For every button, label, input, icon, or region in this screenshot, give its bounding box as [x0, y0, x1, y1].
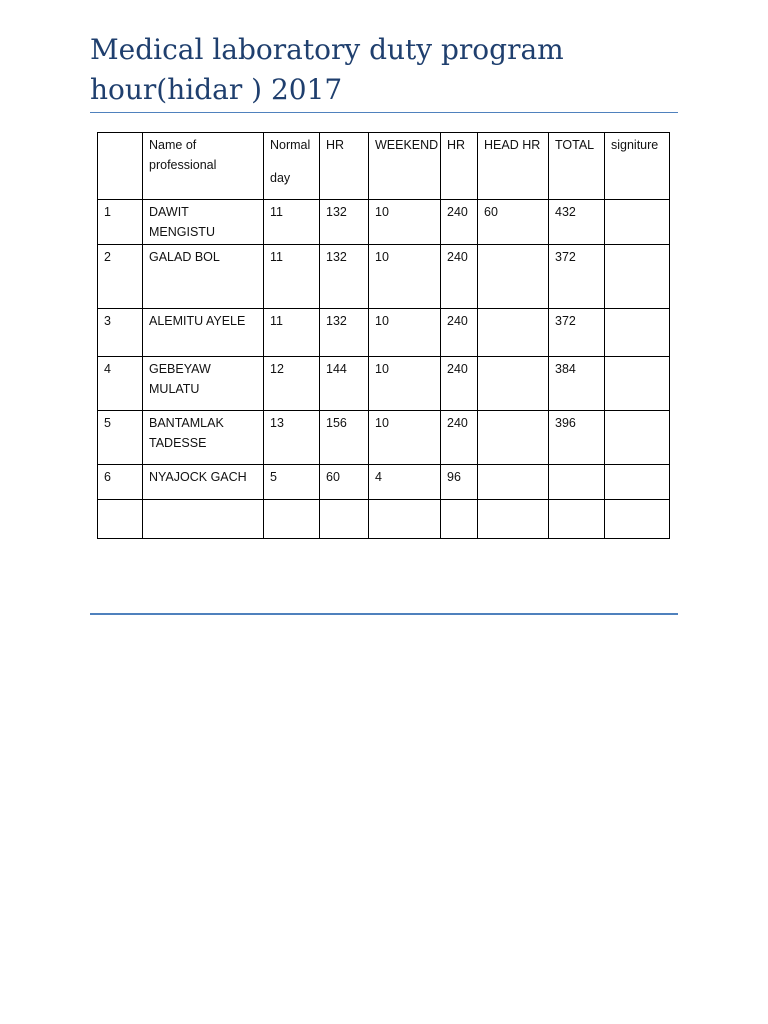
row-weekend-hr: [441, 500, 478, 539]
row-head-hr: [478, 465, 549, 500]
row-number: 5: [98, 411, 143, 465]
row-signature: [605, 411, 670, 465]
row-weekend: 10: [369, 200, 441, 245]
row-weekend: 10: [369, 245, 441, 309]
row-signature: [605, 465, 670, 500]
table-row: [98, 357, 670, 411]
row-name: [143, 357, 264, 411]
row-normal-day: 5: [264, 465, 320, 500]
table-header-row: [98, 133, 670, 200]
row-head-hr: 60: [478, 200, 549, 245]
row-normal-day: 11: [264, 245, 320, 309]
header-head-hr: HEAD HR: [478, 133, 549, 200]
row-weekend: 10: [369, 411, 441, 465]
row-number: 6: [98, 465, 143, 500]
row-name-line-1: GEBEYAW: [149, 362, 211, 376]
row-weekend-hr: 240: [441, 245, 478, 309]
row-name: [143, 245, 264, 309]
row-signature: [605, 245, 670, 309]
header-number: [98, 133, 143, 200]
row-hr: 132: [320, 200, 369, 245]
row-head-hr: [478, 357, 549, 411]
row-name: [143, 465, 264, 500]
row-name-line-2: MULATU: [149, 382, 200, 396]
row-weekend-hr: 240: [441, 357, 478, 411]
row-name-line-1: GALAD BOL: [149, 250, 220, 264]
row-total: 396: [549, 411, 605, 465]
row-total: 384: [549, 357, 605, 411]
row-head-hr: [478, 245, 549, 309]
row-hr: 132: [320, 245, 369, 309]
row-hr: 144: [320, 357, 369, 411]
row-name-line-1: NYAJOCK GACH: [149, 470, 247, 484]
header-name-of-professional: [143, 133, 264, 200]
row-normal-day: [264, 500, 320, 539]
row-weekend: 4: [369, 465, 441, 500]
row-hr: [320, 500, 369, 539]
row-number: 4: [98, 357, 143, 411]
header-hr: HR: [320, 133, 369, 200]
row-number: 1: [98, 200, 143, 245]
duty-hours-table: [97, 132, 670, 539]
row-hr: 156: [320, 411, 369, 465]
header-normal-line-1: Normal: [270, 138, 311, 152]
table-row: [98, 500, 670, 539]
header-weekend: WEEKEND: [369, 133, 441, 200]
document-title: [90, 30, 690, 110]
row-total: 432: [549, 200, 605, 245]
row-normal-day: 12: [264, 357, 320, 411]
row-name: [143, 411, 264, 465]
row-signature: [605, 500, 670, 539]
row-weekend: 10: [369, 357, 441, 411]
bottom-rule: [90, 613, 678, 615]
header-name-line-1: Name of: [149, 138, 197, 152]
header-normal-day: [264, 133, 320, 200]
row-head-hr: [478, 309, 549, 357]
table-row: [98, 200, 670, 245]
row-weekend-hr: 240: [441, 411, 478, 465]
row-number: 2: [98, 245, 143, 309]
row-name: [143, 309, 264, 357]
table-row: [98, 309, 670, 357]
row-total: 372: [549, 309, 605, 357]
row-number: [98, 500, 143, 539]
row-name-line-1: ALEMITU AYELE: [149, 314, 246, 328]
row-weekend-hr: 96: [441, 465, 478, 500]
document-title-line-2: hour(hidar ) 2017: [90, 73, 343, 106]
row-weekend-hr: 240: [441, 200, 478, 245]
row-name: [143, 200, 264, 245]
row-number: 3: [98, 309, 143, 357]
table-row: [98, 465, 670, 500]
row-head-hr: [478, 411, 549, 465]
row-name-line-1: BANTAMLAK: [149, 416, 224, 430]
row-signature: [605, 357, 670, 411]
document-title-line-1: Medical laboratory duty program: [90, 33, 564, 66]
row-head-hr: [478, 500, 549, 539]
row-weekend: 10: [369, 309, 441, 357]
row-signature: [605, 309, 670, 357]
row-name-line-1: DAWIT MENGISTU: [149, 205, 215, 239]
title-underline-rule: [90, 112, 678, 113]
row-total: 372: [549, 245, 605, 309]
row-hr: 60: [320, 465, 369, 500]
row-normal-day: 13: [264, 411, 320, 465]
row-name-line-2: TADESSE: [149, 436, 207, 450]
row-weekend: [369, 500, 441, 539]
row-normal-day: 11: [264, 200, 320, 245]
row-signature: [605, 200, 670, 245]
row-normal-day: 11: [264, 309, 320, 357]
row-total: [549, 465, 605, 500]
header-total: TOTAL: [549, 133, 605, 200]
header-normal-line-2: day: [270, 171, 291, 185]
table-row: [98, 245, 670, 309]
header-name-line-2: professional: [149, 158, 217, 172]
row-hr: 132: [320, 309, 369, 357]
row-total: [549, 500, 605, 539]
row-name: [143, 500, 264, 539]
row-weekend-hr: 240: [441, 309, 478, 357]
header-signature: signiture: [605, 133, 670, 200]
table-row: [98, 411, 670, 465]
header-weekend-hr: HR: [441, 133, 478, 200]
